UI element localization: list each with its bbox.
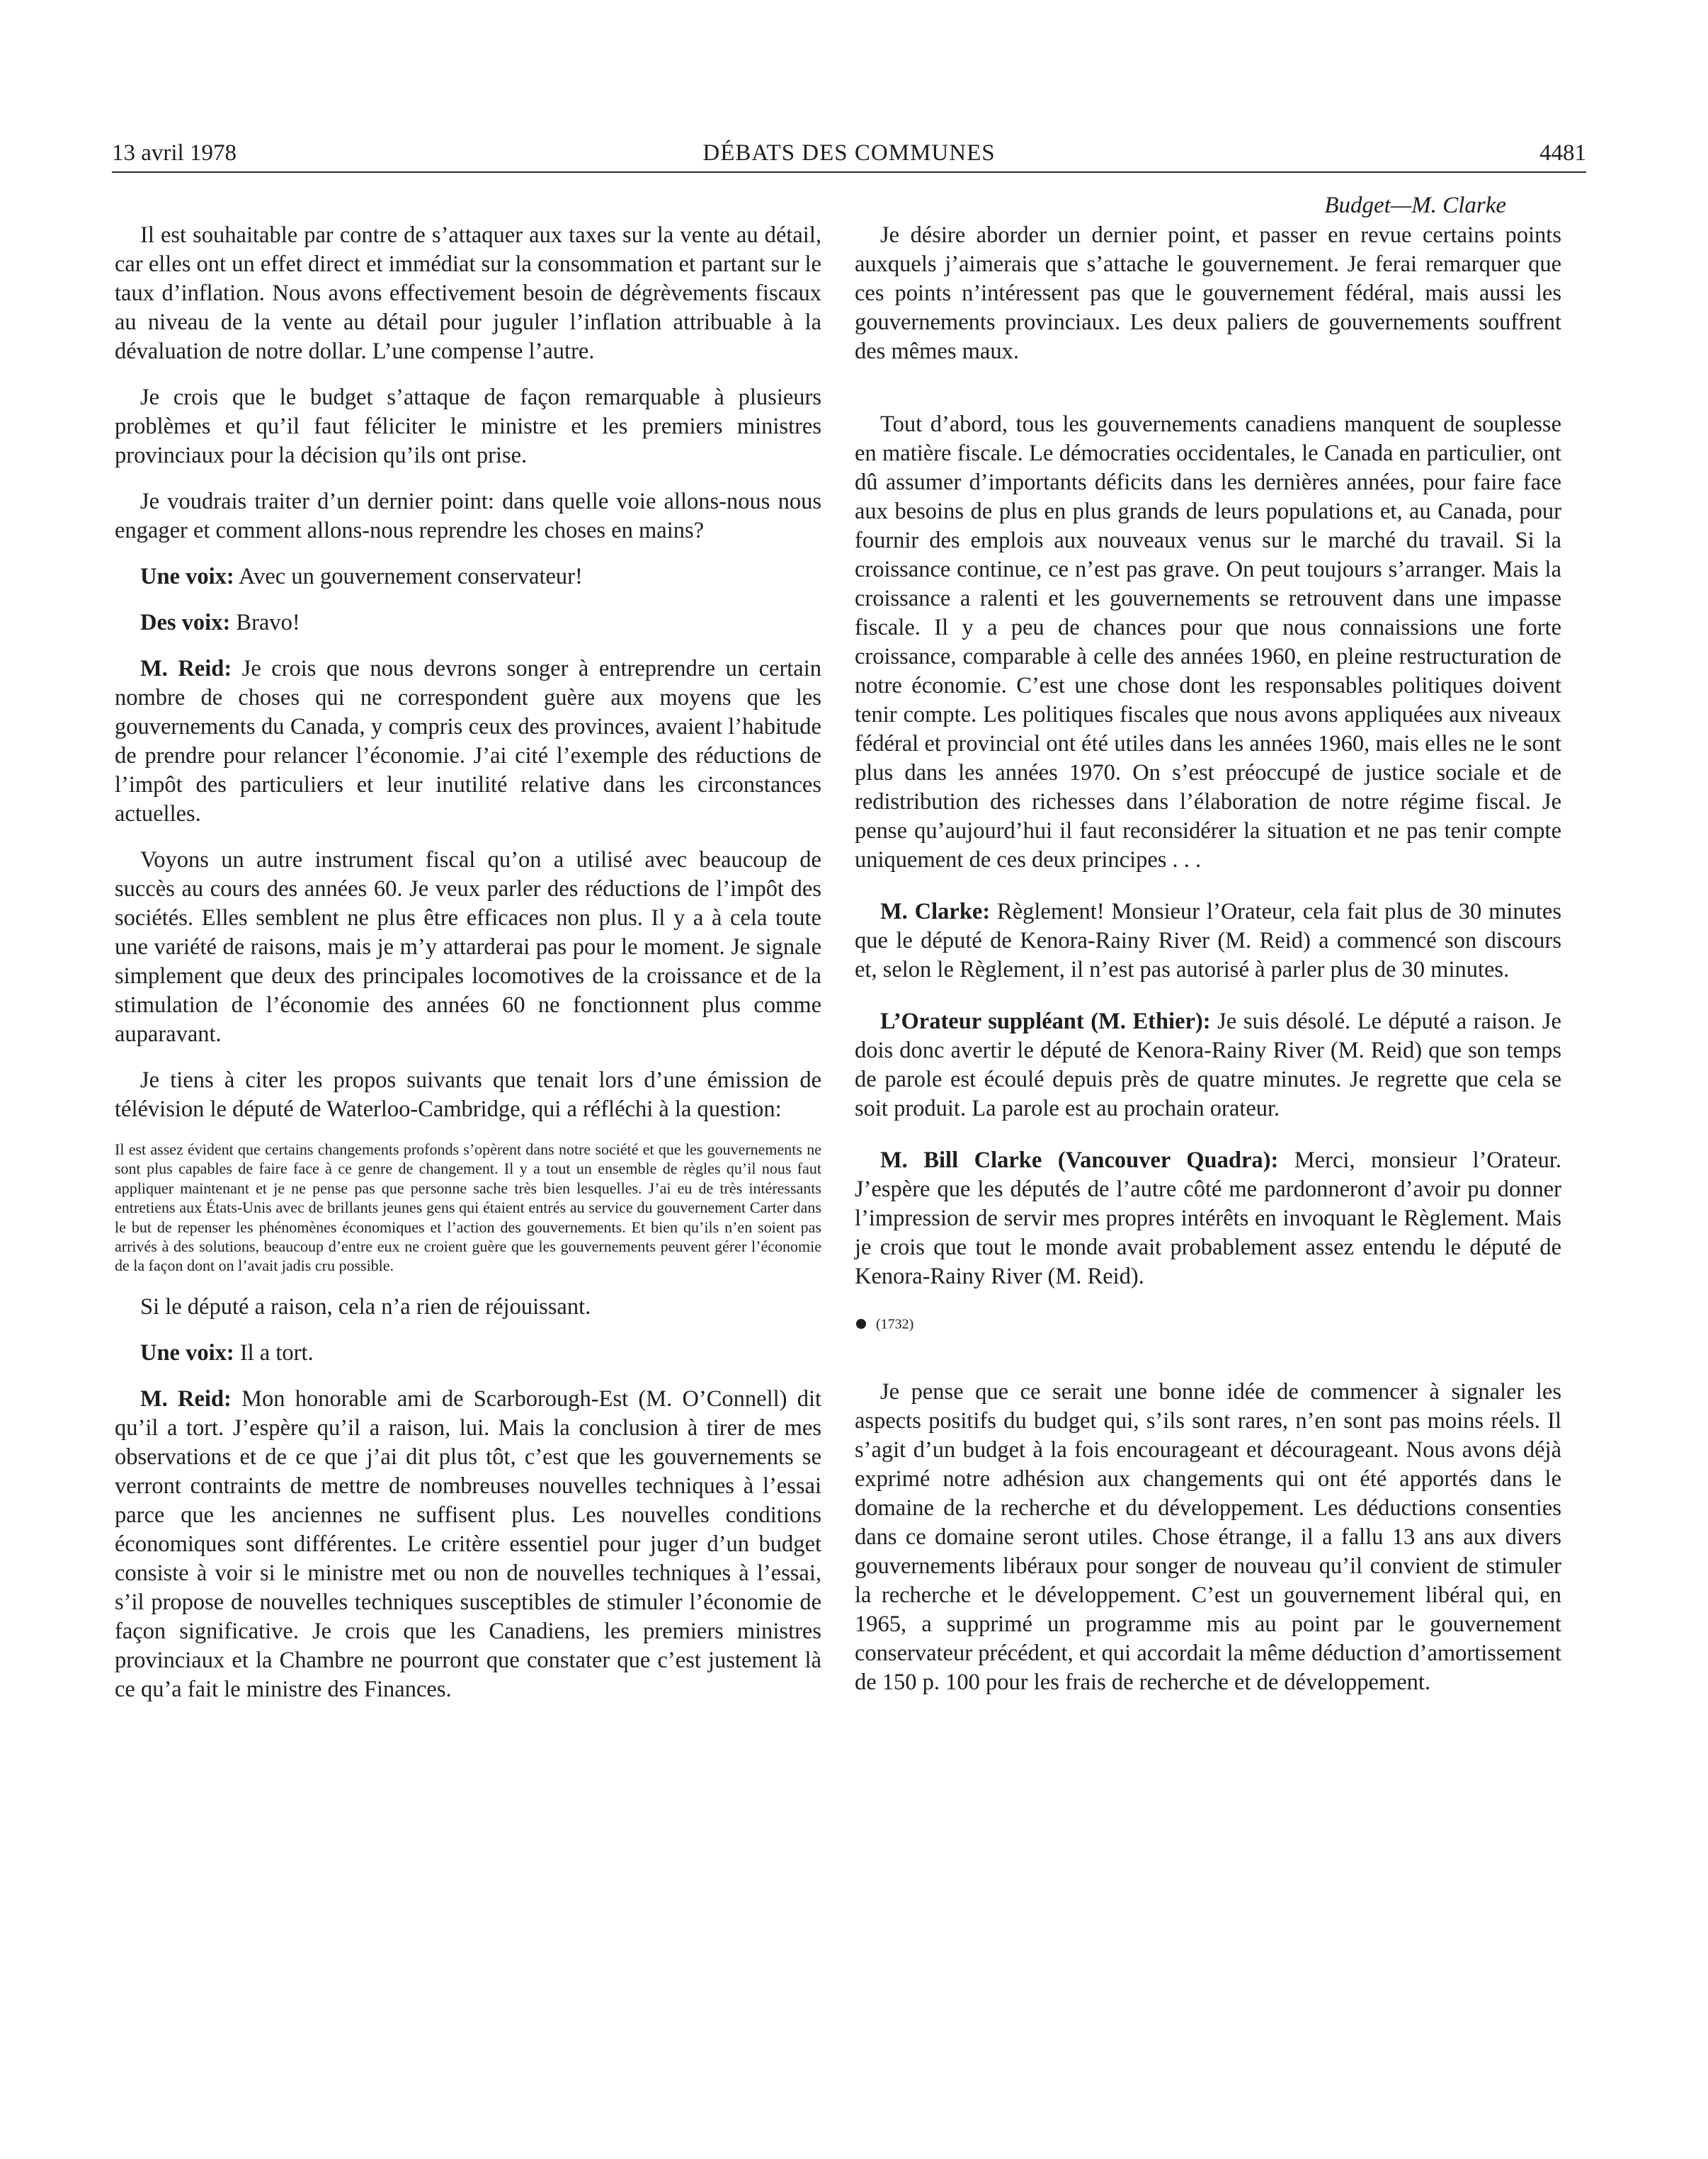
interjection bbox=[115, 608, 821, 638]
paragraph: Je désire aborder un dernier point, et passer en revue certains points auxquels j’aimerais que s’attache le gouvernement. Je ferai remarquer que ces points n’intéressent pas que le gouvernement fédéral, mais aussi les gouvernements provinciaux. Les deux paliers de gouvernements souffrent des mêmes maux. bbox=[855, 222, 1561, 364]
speech bbox=[115, 1385, 821, 1704]
speech bbox=[855, 1146, 1561, 1291]
speech-text: Je suis désolé. Le député a raison. Je dois donc avertir le député de Kenora-Rainy River (M. Reid) que son temps de parole est écoulé depuis près de quatre minutes. Je regrette que cela se soit produit. La parole est au prochain orateur. bbox=[855, 1009, 1561, 1121]
left-column bbox=[115, 191, 821, 1704]
bullet-icon bbox=[856, 1319, 866, 1329]
paragraph: Tout d’abord, tous les gouvernements canadiens manquent de souplesse en matière fiscale. Le démocraties occidentales, le Canada en particulier, ont dû assumer d’importants déficits dans les dernières années, pour faire face aux besoins de plus en plus grands de leurs populations et, au Canada, pour fournir des emplois aux nouveaux venus sur le marché du travail. Si la croissance continue, ce n’est pas grave. On peut toujours s’arranger. Mais la croissance a ralenti et les gouvernements se retrouvent dans une impasse fiscale. Il y a peu de chances pour que nous connaissions une forte croissance, comparable à celle des années 1960, en pleine restructuration de notre économie. C’est une chose dont les responsables politiques doivent tenir compte. Les politiques fiscales que nous avons appliquées aux niveaux fédéral et provincial ont été utiles dans les années 1960, mais elles ne le sont plus dans les années 1970. On s’est préoccupé de justice sociale et de redistribution des richesses dans l’élaboration de notre régime fiscal. Je pense qu’aujourd’hui il faut reconsidérer la situation et ne pas tenir compte uniquement de ces deux principes . . . bbox=[855, 412, 1561, 873]
block-quote: Il est assez évident que certains changements profonds s’opèrent dans notre société et que les gouvernements ne sont plus capables de faire face à ce genre de changement. Il y a tout un ensemble de règles qu’il nous faut appliquer maintenant et je ne pense pas que personne sache très bien lesquelles. J’ai eu de très intéressants entretiens aux États-Unis avec de brillants jeunes gens qui étaient entrés au service du gouvernement Carter dans le but de repenser les phénomènes économiques et l’action des gouvernements. Et bien qu’ils n’en soient pas arrivés à des solutions, beaucoup d’entre eux ne croient guère que les gouvernements peuvent gérer l’économie de la façon dont on l’avait jadis cru possible. bbox=[115, 1140, 821, 1275]
speech-text: Règlement! Monsieur l’Orateur, cela fait plus de 30 minutes que le député de Kenora-Rainy River (M. Reid) a commencé son discours et, selon le Règlement, il n’est pas autorisé à parler plus de 30 minutes. bbox=[855, 899, 1561, 982]
speaker-name: Des voix: bbox=[140, 610, 231, 635]
time-marker bbox=[855, 1313, 1561, 1334]
running-head: Budget—M. Clarke bbox=[1324, 193, 1506, 218]
interjection bbox=[115, 1339, 821, 1368]
paragraph: Je crois que le budget s’attaque de façon remarquable à plusieurs problèmes et qu’il faut féliciter le ministre et les premiers ministres provinciaux pour la décision qu’ils ont prise. bbox=[115, 385, 821, 468]
speaker-name: Une voix: bbox=[140, 1339, 234, 1366]
header-rule bbox=[112, 171, 1586, 173]
paragraph: Il est souhaitable par contre de s’attaquer aux taxes sur la vente au détail, car elles ont un effet direct et immédiat sur la consommation et partant sur le taux d’inflation. Nous avons effectivement besoin de dégrèvements fiscaux au niveau de la vente au détail pour juguler l’inflation attribuable à la dévaluation de notre dollar. L’une compense l’autre. bbox=[115, 222, 821, 364]
time-mark-text: (1732) bbox=[876, 1316, 914, 1332]
header-title: DÉBATS DES COMMUNES bbox=[702, 140, 996, 166]
speech-text: Bravo! bbox=[230, 610, 300, 635]
paragraph: Je voudrais traiter d’un dernier point: dans quelle voie allons-nous nous engager et comment allons-nous reprendre les choses en mains? bbox=[115, 489, 821, 543]
speech-text: Mon honorable ami de Scarborough-Est (M. O’Connell) dit qu’il a tort. J’espère qu’il a raison, lui. Mais la conclusion à tirer de mes observations et de ce que j’ai dit plus tôt, c’est que les gouvernements se verront contraints de mettre de nombreuses nouvelles techniques à l’essai parce que les anciennes ne suffisent plus. Les nouvelles conditions économiques sont différentes. Le critère essentiel pour juger d’un budget consiste à voir si le ministre met ou non de nouvelles techniques à l’essai, s’il propose de nouvelles techniques susceptibles de stimuler l’économie de façon significative. Je crois que les Canadiens, les premiers ministres provinciaux et la Chambre ne pourront que constater que c’est justement là ce qu’a fait le ministre des Finances. bbox=[115, 1386, 822, 1702]
interjection bbox=[115, 562, 821, 591]
speech bbox=[855, 897, 1561, 985]
page-number: 4481 bbox=[1539, 140, 1586, 166]
paragraph: Voyons un autre instrument fiscal qu’on a utilisé avec beaucoup de succès au cours des années 60. Je veux parler des réductions de l’impôt des sociétés. Elles semblent ne plus être efficaces non plus. Il y a à cela toute une variété de raisons, mais je m’y attarderai pas pour le moment. Je signale simplement que deux des principales locomotives de la croissance et de la stimulation de l’économie des années 60 ne fonctionnent plus comme auparavant. bbox=[115, 847, 821, 1047]
speaker-name: M. Clarke: bbox=[880, 899, 991, 924]
speaker-name: M. Bill Clarke (Vancouver Quadra): bbox=[880, 1148, 1279, 1173]
page-header bbox=[112, 139, 1586, 170]
paragraph: Je pense que ce serait une bonne idée de commencer à signaler les aspects positifs du budget qui, s’ils sont rares, n’en sont pas moins réels. Il s’agit d’un budget à la fois encourageant et décourageant. Nous avons déjà exprimé notre adhésion aux changements qui ont été apportés dans le domaine de la recherche et du développement. Les déductions consenties dans ce domaine seront utiles. Chose étrange, il a fallu 13 ans aux divers gouvernements libéraux pour songer de nouveau qu’il convient de stimuler la recherche et le développement. C’est un gouvernement libéral qui, en 1965, a supprimé un programme mis au point par le gouvernement conservateur précédent, et qui accordait la même déduction d’amortissement de 150 p. 100 pour les frais de recherche et de développement. bbox=[855, 1379, 1561, 1695]
speech-text: Il a tort. bbox=[234, 1339, 314, 1366]
speaker-name: Une voix: bbox=[140, 564, 234, 589]
speech bbox=[855, 1007, 1561, 1123]
speaker-name: M. Reid: bbox=[140, 656, 232, 681]
paragraph: Je tiens à citer les propos suivants que tenait lors d’une émission de télévision le député de Waterloo-Cambridge, qui a réfléchi à la question: bbox=[115, 1067, 821, 1122]
speech-text: Merci, monsieur l’Orateur. J’espère que les députés de l’autre côté me pardonneront d’avoir pu donner l’impression de servir mes propres intérêts en invoquant le Règlement. Mais je crois que tout le monde avait probablement assez entendu le député de Kenora-Rainy River (M. Reid). bbox=[855, 1148, 1562, 1289]
header-date: 13 avril 1978 bbox=[112, 140, 237, 166]
speech-text: Avec un gouvernement conservateur! bbox=[234, 564, 583, 589]
speaker-name: M. Reid: bbox=[140, 1386, 232, 1412]
speaker-name: L’Orateur suppléant (M. Ethier): bbox=[880, 1009, 1211, 1034]
speech bbox=[115, 654, 821, 829]
paragraph: Si le député a raison, cela n’a rien de réjouissant. bbox=[140, 1293, 591, 1320]
right-column bbox=[855, 191, 1561, 1697]
speech-text: Je crois que nous devrons songer à entreprendre un certain nombre de choses qui ne correspondent guère aux moyens que les gouvernements du Canada, y compris ceux des provinces, avaient l’habitude de prendre pour relancer l’économie. J’ai cité l’exemple des réductions de l’impôt des particuliers et leur inutilité relative dans les circonstances actuelles. bbox=[115, 656, 821, 827]
